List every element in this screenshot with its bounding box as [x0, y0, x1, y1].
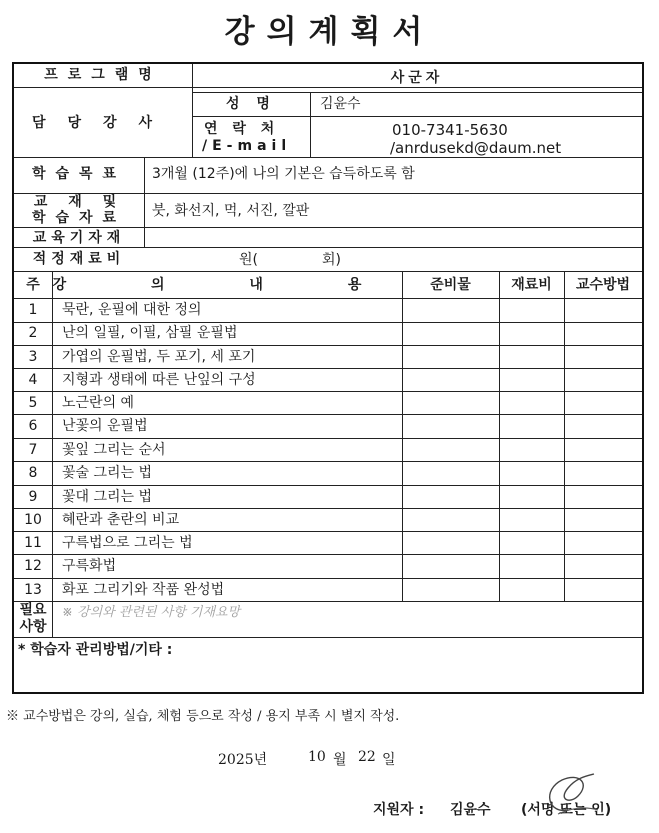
week-number: 1: [28, 302, 38, 318]
rule: [310, 92, 311, 157]
week-number: 9: [28, 489, 38, 505]
week-content: 꽃대 그리는 법: [62, 489, 153, 505]
lecture-plan-table: [12, 62, 644, 694]
cost-header: 재료비: [511, 277, 552, 293]
rule: [14, 554, 642, 555]
week-number: 13: [24, 582, 42, 598]
rule: [14, 531, 642, 532]
instructor-name: 김윤수: [320, 96, 361, 112]
fee-label: 적정재료비: [32, 251, 126, 267]
name-label: 성 명: [226, 96, 276, 112]
rule: [192, 116, 642, 117]
fee-won: 원(: [239, 252, 258, 268]
program-name: 사군자: [390, 70, 444, 86]
goal-label: 학습목표: [31, 166, 127, 182]
week-content: 꽃술 그리는 법: [62, 465, 153, 481]
instructor-label: 담당강사: [31, 115, 175, 131]
rule: [52, 271, 53, 637]
week-content: 난의 일필, 이필, 삼필 운필법: [62, 325, 238, 341]
week-number: 12: [24, 558, 42, 574]
date-month-unit: 월: [333, 752, 347, 768]
requirements-hint: ※ 강의와 관련된 사항 기재요망: [62, 605, 241, 620]
week-number: 2: [28, 325, 38, 341]
email-address: /anrdusekd@daum.net: [390, 139, 562, 157]
content-header: 강 의 내 용: [52, 277, 402, 293]
requirements-label: 필요: [19, 602, 47, 618]
rule: [14, 508, 642, 509]
week-content: 혜란과 춘란의 비교: [62, 512, 180, 528]
fee-times: 회): [322, 252, 341, 268]
week-number: 3: [28, 349, 38, 365]
requirements-label: 사항: [19, 619, 47, 635]
rule: [14, 414, 642, 415]
handwritten-signature: [528, 770, 608, 820]
rule: [14, 157, 642, 158]
rule: [14, 601, 642, 602]
rule: [14, 461, 642, 462]
contact-label: 연 락 처: [204, 121, 280, 137]
date-day-unit: 일: [382, 752, 396, 768]
rule: [14, 345, 642, 346]
week-content: 꽃잎 그리는 순서: [62, 442, 166, 458]
materials-label: 학습자료: [31, 210, 127, 226]
week-number: 5: [28, 395, 38, 411]
email-label: /E-mail: [202, 138, 292, 154]
week-content: 난꽃의 운필법: [62, 418, 148, 434]
program-label: 프로그램명: [44, 67, 162, 83]
management-label: * 학습자 관리방법/기타 :: [18, 642, 173, 658]
rule: [14, 637, 642, 638]
week-number: 10: [24, 512, 42, 528]
rule: [192, 92, 642, 93]
footnote: ※ 교수방법은 강의, 실습, 체험 등으로 작성 / 용지 부족 시 별지 작성.: [6, 709, 400, 724]
week-content: 노근란의 예: [62, 395, 135, 411]
date-month: 10: [308, 749, 326, 765]
rule: [14, 368, 642, 369]
week-content: 구륵법으로 그리는 법: [62, 535, 193, 551]
materials-label: 교 재 및: [33, 194, 125, 210]
applicant-label: 지원자 :: [373, 802, 425, 818]
rule: [14, 578, 642, 579]
rule: [499, 271, 500, 601]
rule: [402, 271, 403, 601]
signature-note: (서명 또는 인): [521, 802, 612, 818]
applicant-name: 김윤수: [450, 802, 491, 818]
week-header: 주: [26, 277, 40, 293]
equipment-label: 교육기자재: [32, 230, 126, 246]
rule: [14, 485, 642, 486]
rule: [14, 391, 642, 392]
rule: [14, 227, 642, 228]
rule: [14, 298, 642, 299]
phone-number: 010-7341-5630: [392, 121, 508, 139]
rule: [564, 271, 565, 601]
week-number: 7: [28, 442, 38, 458]
rule: [14, 271, 642, 272]
rule: [14, 438, 642, 439]
prep-header: 준비물: [430, 277, 471, 293]
week-content: 가엽의 운필법, 두 포기, 세 포기: [62, 349, 256, 365]
date-year: 2025년: [218, 752, 268, 768]
rule: [14, 247, 642, 248]
week-content: 구륵화법: [62, 558, 117, 574]
goal-value: 3개월 (12주)에 나의 기본은 습득하도록 함: [152, 166, 415, 182]
rule: [14, 322, 642, 323]
week-content: 지형과 생태에 따른 난잎의 구성: [62, 372, 256, 388]
materials-value: 붓, 화선지, 먹, 서진, 깔판: [152, 203, 310, 219]
method-header: 교수방법: [575, 277, 631, 293]
rule: [14, 87, 642, 88]
week-number: 8: [28, 465, 38, 481]
week-content: 화포 그리기와 작품 완성법: [62, 582, 225, 598]
document-title: 강의계획서: [224, 14, 435, 50]
date-day: 22: [358, 749, 376, 765]
week-content: 묵란, 운필에 대한 정의: [62, 302, 202, 318]
week-number: 11: [24, 535, 42, 551]
week-number: 4: [28, 372, 38, 388]
rule: [144, 157, 145, 247]
week-number: 6: [28, 418, 38, 434]
